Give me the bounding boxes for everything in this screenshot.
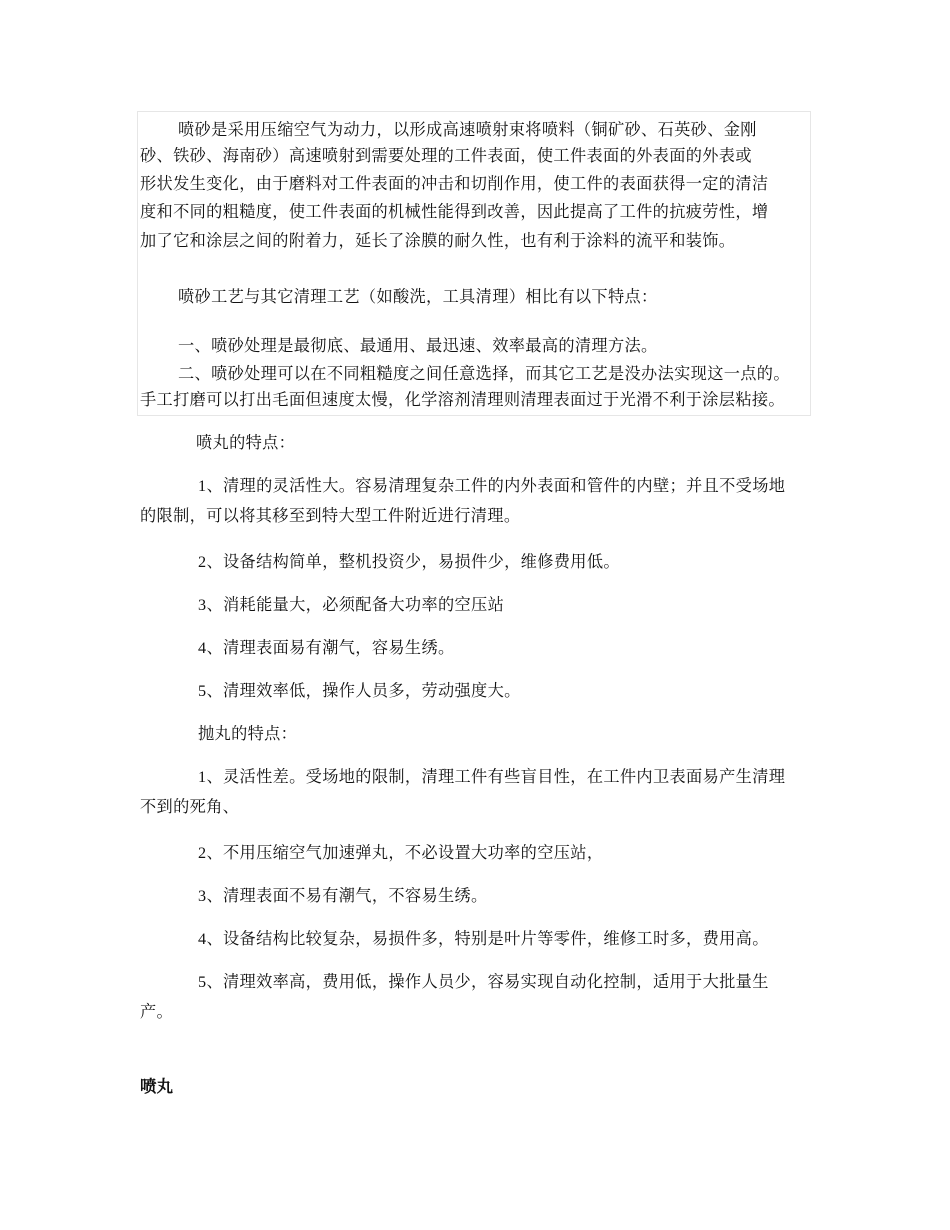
item-text: 、消耗能量大，必须配备大功率的空压站 bbox=[206, 595, 505, 614]
item-number: 4 bbox=[198, 930, 207, 948]
comparison-point-1: 一、喷砂处理是最彻底、最通用、最迅速、效率最高的清理方法。 bbox=[178, 336, 658, 355]
item-text: 、灵活性差。受场地的限制，清理工件有些盲目性，在工件内卫表面易产生清理 bbox=[206, 767, 786, 786]
list-item bbox=[198, 638, 455, 658]
item-number: 4 bbox=[198, 639, 207, 657]
comparison-point-2: 二、喷砂处理可以在不同粗糙度之间任意选择，而其它工艺是没办法实现这一点的。 bbox=[178, 364, 790, 383]
intro-line: 形状发生变化，由于磨料对工件表面的冲击和切削作用，使工件的表面获得一定的清洁 bbox=[140, 174, 769, 193]
item-text: 、清理表面不易有潮气，不容易生绣。 bbox=[206, 886, 488, 905]
item-number: 2 bbox=[198, 553, 207, 571]
list-item bbox=[198, 929, 769, 949]
intro-line: 加了它和涂层之间的附着力，延长了涂膜的耐久性，也有利于涂料的流平和装饰。 bbox=[140, 231, 736, 250]
item-text: 、清理的灵活性大。容易清理复杂工件的内外表面和管件的内壁；并且不受场地 bbox=[206, 476, 786, 495]
item-text: 、设备结构简单，整机投资少，易损件少，维修费用低。 bbox=[206, 552, 620, 571]
list-item-cont: 产。 bbox=[140, 1002, 174, 1021]
list-item bbox=[198, 476, 785, 496]
item-text: 、清理表面易有潮气，容易生绣。 bbox=[206, 638, 455, 657]
section-heading: 喷丸 bbox=[140, 1077, 173, 1096]
list-item bbox=[198, 552, 620, 572]
list-item bbox=[198, 767, 785, 787]
item-number: 3 bbox=[198, 887, 207, 905]
intro-line: 度和不同的粗糙度，使工件表面的机械性能得到改善，因此提高了工件的抗疲劳性，增 bbox=[140, 202, 769, 221]
item-number: 3 bbox=[198, 596, 207, 614]
list-item bbox=[198, 681, 521, 701]
list-item bbox=[198, 972, 769, 992]
intro-line: 砂、铁砂、海南砂）高速喷射到需要处理的工件表面，使工件表面的外表面的外表或 bbox=[140, 146, 752, 165]
list-item bbox=[198, 595, 504, 615]
shot-blasting-title: 喷丸的特点： bbox=[196, 433, 296, 452]
comparison-point-2-cont: 手工打磨可以打出毛面但速度太慢，化学溶剂清理则清理表面过于光滑不利于涂层粘接。 bbox=[140, 390, 785, 409]
item-number: 1 bbox=[198, 477, 207, 495]
item-text: 、清理效率低，操作人员多，劳动强度大。 bbox=[206, 681, 521, 700]
item-text: 、不用压缩空气加速弹丸，不必设置大功率的空压站， bbox=[206, 843, 604, 862]
item-text: 、设备结构比较复杂，易损件多，特别是叶片等零件，维修工时多，费用高。 bbox=[206, 929, 769, 948]
item-number: 5 bbox=[198, 682, 207, 700]
shot-peening-title: 抛丸的特点： bbox=[198, 724, 298, 743]
list-item-cont: 的限制，可以将其移至到特大型工件附近进行清理。 bbox=[140, 506, 521, 525]
item-text: 、清理效率高，费用低，操作人员少，容易实现自动化控制，适用于大批量生 bbox=[206, 972, 769, 991]
item-number: 1 bbox=[198, 768, 207, 786]
intro-line: 喷砂是采用压缩空气为动力，以形成高速喷射束将喷料（铜矿砂、石英砂、金刚 bbox=[178, 120, 757, 139]
list-item bbox=[198, 843, 603, 863]
item-number: 2 bbox=[198, 844, 207, 862]
comparison-heading: 喷砂工艺与其它清理工艺（如酸洗，工具清理）相比有以下特点： bbox=[178, 287, 658, 306]
list-item-cont: 不到的死角、 bbox=[140, 797, 240, 816]
item-number: 5 bbox=[198, 973, 207, 991]
list-item bbox=[198, 886, 488, 906]
